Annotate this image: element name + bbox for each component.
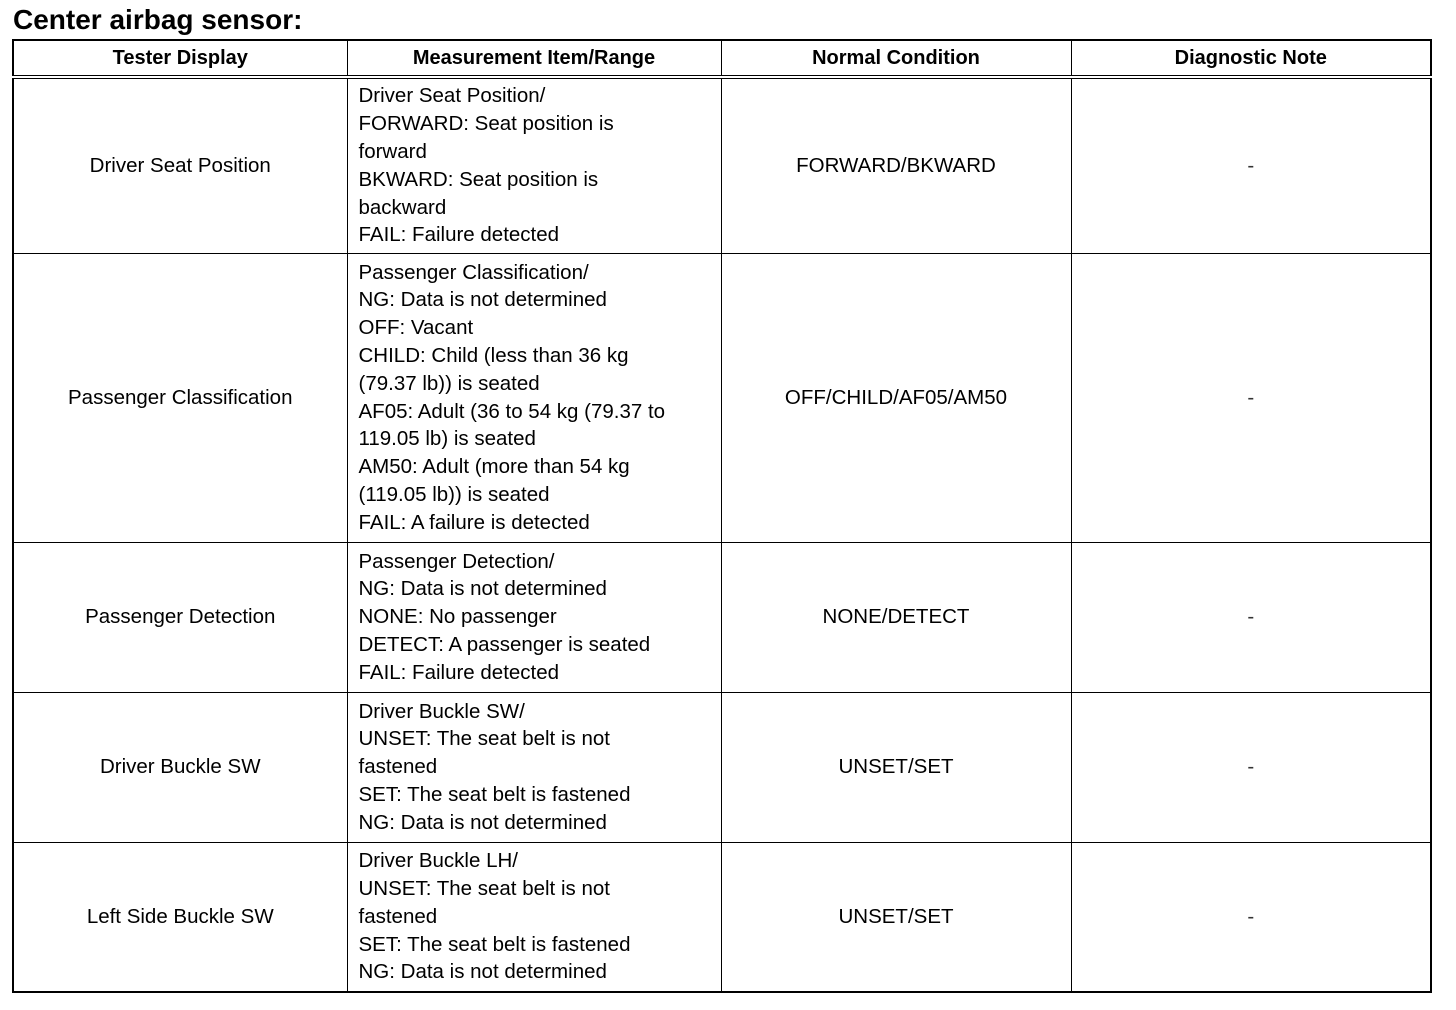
range-line: NG: Data is not determined [358, 288, 607, 312]
table-row [13, 253, 1431, 542]
header-measurement-item-range: Measurement Item/Range [347, 40, 721, 77]
tester-display-cell: Driver Seat Position [13, 77, 347, 253]
range-line: UNSET: The seat belt is not [358, 877, 610, 901]
tester-display-cell: Driver Buckle SW [13, 692, 347, 842]
range-line: OFF: Vacant [358, 316, 474, 340]
diagnostic-note-cell: - [1071, 542, 1431, 692]
page-title: Center airbag sensor: [13, 4, 303, 35]
table-header [13, 40, 1431, 77]
data-list-table [12, 39, 1432, 993]
range-line: SET: The seat belt is fastened [358, 782, 631, 806]
range-line: NG: Data is not determined [358, 810, 607, 834]
normal-condition-cell: OFF/CHILD/AF05/AM50 [721, 253, 1071, 542]
range-line: AF05: Adult (36 to 54 kg (79.37 to [358, 399, 666, 423]
range-line: backward [358, 195, 447, 219]
header-tester-display: Tester Display [13, 40, 347, 77]
range-line: DETECT: A passenger is seated [358, 632, 651, 656]
range-line: FAIL: Failure detected [358, 660, 560, 684]
tester-display-cell: Left Side Buckle SW [13, 842, 347, 992]
range-line: Driver Seat Position/ [358, 84, 546, 108]
range-line: (79.37 lb)) is seated [358, 371, 540, 395]
range-line: CHILD: Child (less than 36 kg [358, 343, 629, 367]
table-row [13, 692, 1431, 842]
range-line: 119.05 lb) is seated [358, 427, 536, 451]
range-line: FORWARD: Seat position is [358, 112, 614, 136]
header-normal-condition: Normal Condition [721, 40, 1071, 77]
tester-display-cell: Passenger Detection [13, 542, 347, 692]
range-line: FAIL: A failure is detected [358, 510, 590, 534]
diagnostic-note-cell: - [1071, 842, 1431, 992]
normal-condition-cell: NONE/DETECT [721, 542, 1071, 692]
measurement-range-cell [347, 77, 721, 253]
range-line: (119.05 lb)) is seated [358, 482, 550, 506]
measurement-range-cell [347, 692, 721, 842]
range-line: fastened [358, 904, 438, 928]
measurement-range-cell [347, 253, 721, 542]
diagnostic-note-cell: - [1071, 692, 1431, 842]
table-row [13, 842, 1431, 992]
range-line: forward [358, 139, 427, 163]
range-line: NG: Data is not determined [358, 960, 607, 984]
range-line: fastened [358, 755, 438, 779]
range-line: Driver Buckle LH/ [358, 849, 518, 873]
measurement-range-cell [347, 542, 721, 692]
range-line: Passenger Classification/ [358, 260, 589, 284]
header-diagnostic-note: Diagnostic Note [1071, 40, 1431, 77]
header-row [13, 40, 1431, 77]
normal-condition-cell: FORWARD/BKWARD [721, 77, 1071, 253]
table-row [13, 542, 1431, 692]
normal-condition-cell: UNSET/SET [721, 842, 1071, 992]
diagnostic-note-cell: - [1071, 77, 1431, 253]
diagnostic-note-cell: - [1071, 253, 1431, 542]
range-line: Passenger Detection/ [358, 549, 555, 573]
range-line: Driver Buckle SW/ [358, 699, 525, 723]
range-line: FAIL: Failure detected [358, 223, 560, 247]
measurement-range-cell [347, 842, 721, 992]
range-line: SET: The seat belt is fastened [358, 932, 631, 956]
table-row [13, 77, 1431, 253]
range-line: BKWARD: Seat position is [358, 167, 599, 191]
range-line: AM50: Adult (more than 54 kg [358, 455, 630, 479]
table-body [13, 77, 1431, 992]
tester-display-cell: Passenger Classification [13, 253, 347, 542]
normal-condition-cell: UNSET/SET [721, 692, 1071, 842]
range-line: NG: Data is not determined [358, 577, 607, 601]
range-line: UNSET: The seat belt is not [358, 727, 610, 751]
range-line: NONE: No passenger [358, 605, 557, 629]
